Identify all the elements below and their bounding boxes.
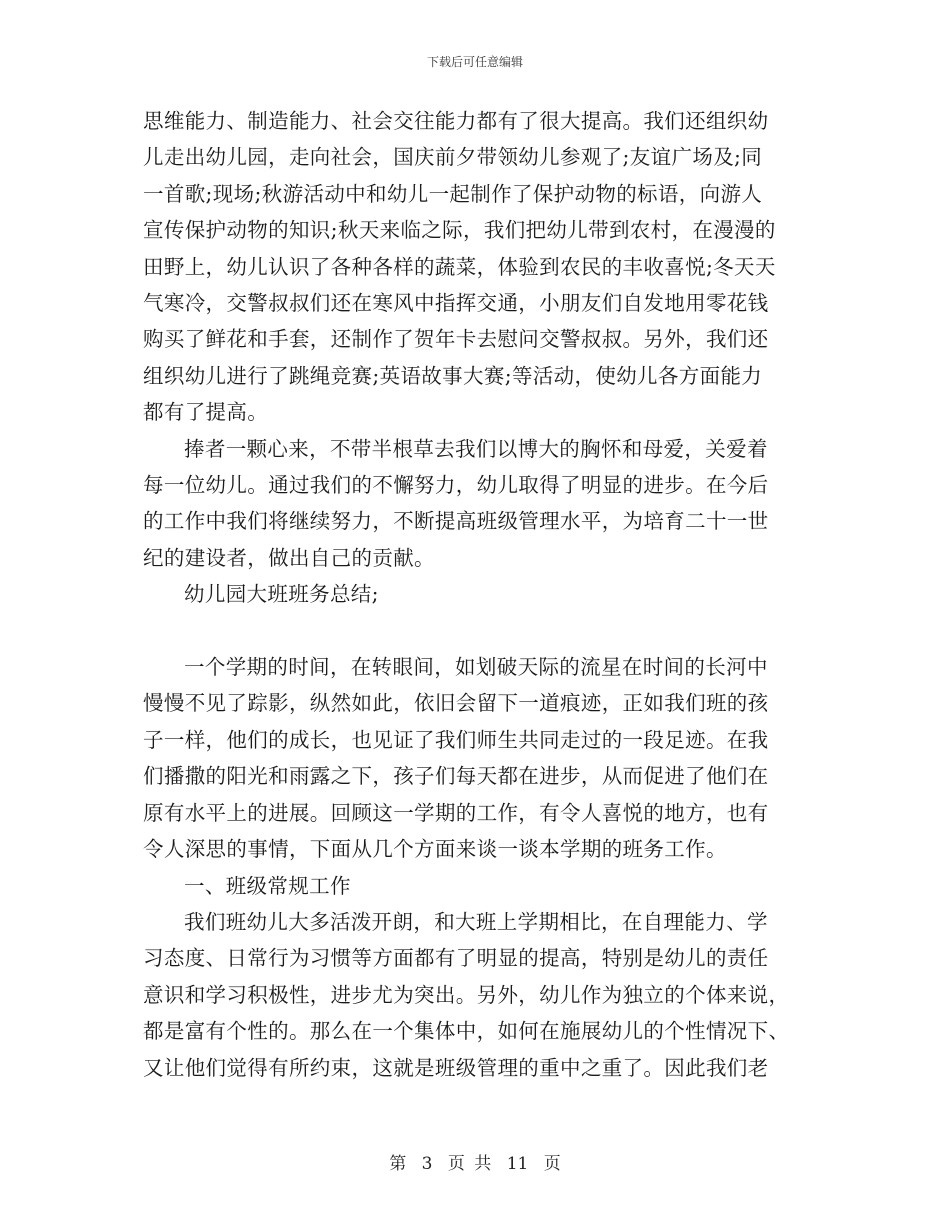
page-number-suffix: 页 xyxy=(543,1154,561,1174)
page-number-prefix: 第 xyxy=(389,1154,407,1174)
text-line: 原有水平上的进展。回顾这一学期的工作，有令人喜悦的地方，也有 xyxy=(143,800,769,825)
text-line: 纪的建设者，做出自己的贡献。 xyxy=(143,545,435,570)
text-line: 我们班幼儿大多活泼开朗，和大班上学期相比，在自理能力、学 xyxy=(184,909,768,934)
text-line: 慢慢不见了踪影，纵然如此，依旧会留下一道痕迹，正如我们班的孩 xyxy=(143,691,769,716)
page-number xyxy=(0,1153,950,1175)
text-line: 都是富有个性的。那么在一个集体中，如何在施展幼儿的个性情况下、 xyxy=(143,1019,790,1044)
text-line: 捧者一颗心来，不带半根草去我们以博大的胸怀和母爱，关爱着 xyxy=(184,436,768,461)
text-line: 习态度、日常行为习惯等方面都有了明显的提高，特别是幼儿的责任 xyxy=(143,946,769,971)
text-line: 田野上，幼儿认识了各种各样的蔬菜，体验到农民的丰收喜悦;冬天天 xyxy=(143,254,776,279)
text-line: 令人深思的事情，下面从几个方面来谈一谈本学期的班务工作。 xyxy=(143,837,727,862)
text-line: 思维能力、制造能力、社会交往能力都有了很大提高。我们还组织幼 xyxy=(143,109,769,133)
text-line: 儿走出幼儿园，走向社会，国庆前夕带领幼儿参观了;友谊广场及;同 xyxy=(143,145,763,170)
text-line: 宣传保护动物的知识;秋天来临之际，我们把幼儿带到农村，在漫漫的 xyxy=(143,218,776,243)
page-number-total: 11 xyxy=(506,1154,529,1174)
section-heading: 幼儿园大班班务总结; xyxy=(184,582,379,607)
text-line: 每一位幼儿。通过我们的不懈努力，幼儿取得了明显的进步。在今后 xyxy=(143,473,769,498)
text-line: 一个学期的时间，在转眼间，如划破天际的流星在时间的长河中 xyxy=(184,655,768,680)
page-number-middle: 页 共 xyxy=(447,1154,492,1174)
text-line: 组织幼儿进行了跳绳竞赛;英语故事大赛;等活动，使幼儿各方面能力 xyxy=(143,363,763,388)
document-body xyxy=(143,103,807,1086)
text-line: 又让他们觉得有所约束，这就是班级管理的重中之重了。因此我们老 xyxy=(143,1055,769,1080)
text-line: 意识和学习积极性，进步尤为突出。另外，幼儿作为独立的个体来说， xyxy=(143,982,790,1007)
text-line: 的工作中我们将继续努力，不断提高班级管理水平，为培育二十一世 xyxy=(143,509,769,534)
text-line: 气寒冷，交警叔叔们还在寒风中指挥交通，小朋友们自发地用零花钱 xyxy=(143,291,769,316)
text-line: 们播撒的阳光和雨露之下，孩子们每天都在进步，从而促进了他们在 xyxy=(143,764,769,789)
text-line: 购买了鲜花和手套，还制作了贺年卡去慰问交警叔叔。另外，我们还 xyxy=(143,327,769,352)
section-heading: 一、班级常规工作 xyxy=(184,873,351,898)
text-line: 都有了提高。 xyxy=(143,400,269,425)
blank-line xyxy=(143,613,807,649)
page-number-current: 3 xyxy=(421,1154,433,1174)
page-header-note: 下载后可任意编辑 xyxy=(426,55,523,69)
text-line: 子一样，他们的成长，也见证了我们师生共同走过的一段足迹。在我 xyxy=(143,727,769,752)
text-line: 一首歌;现场;秋游活动中和幼儿一起制作了保护动物的标语，向游人 xyxy=(143,181,763,206)
